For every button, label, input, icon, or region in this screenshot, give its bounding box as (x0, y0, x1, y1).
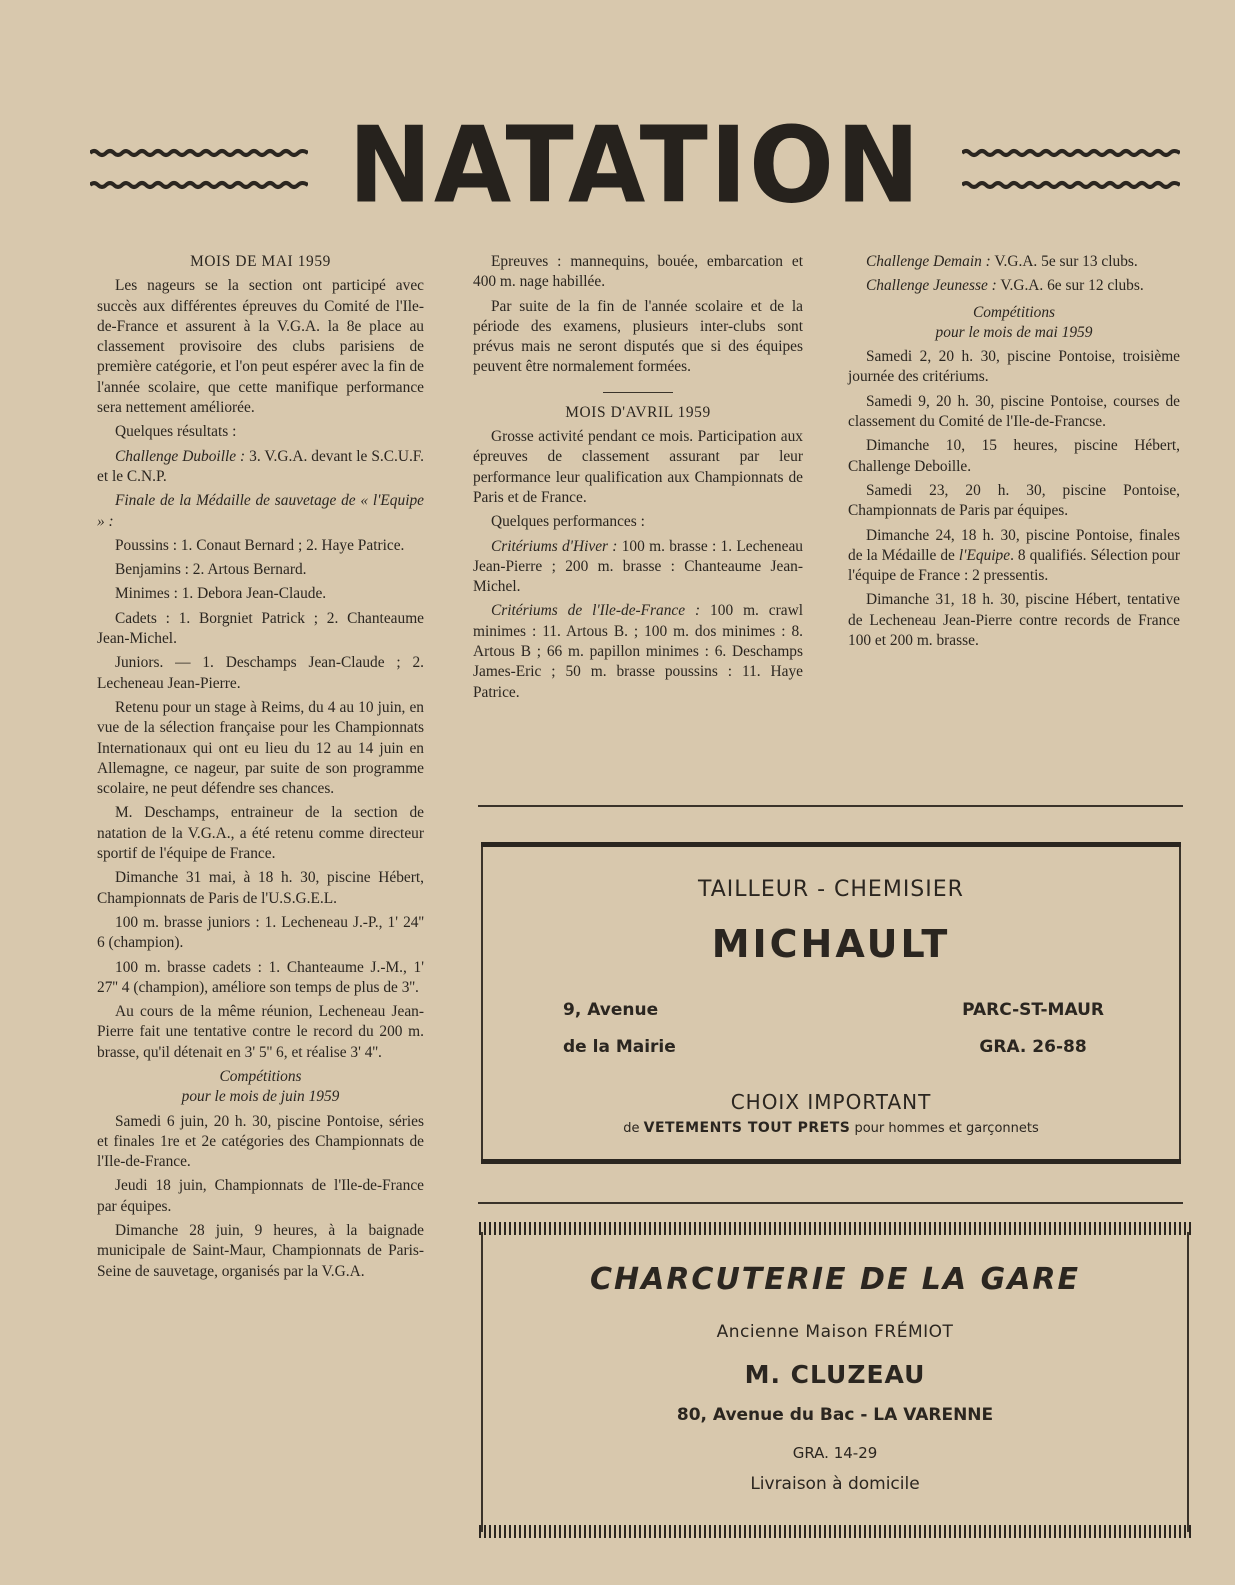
ad-phone: GRA. 14-29 (792, 1444, 878, 1462)
result-text: V.G.A. 6e sur 12 clubs. (996, 277, 1144, 295)
ad-choix: CHOIX IMPORTANT (730, 1090, 932, 1114)
paragraph: Les nageurs se la section ont participé avec succès aux différentes épreuves du Comité de l'Ile-de-France et assurent à la V.G.A. la 8e place au classement provisoire des clubs parisiens de première catégorie, et l'on peut espérer avec la fin de l'année scolaire, que cette manifique performance sera nettement améliorée. (97, 277, 424, 417)
paragraph: Poussins : 1. Conaut Bernard ; 2. Haye Patrice. (115, 536, 405, 554)
column-3 (848, 252, 1180, 655)
ad-michault (481, 842, 1181, 1164)
paragraph: Dimanche 10, 15 heures, piscine Hébert, Challenge Deboille. (848, 437, 1180, 475)
paragraph: Dimanche 31 mai, à 18 h. 30, piscine Hébert, Championnats de Paris de l'U.S.G.E.L. (97, 869, 424, 907)
subheading: Compétitions (972, 303, 1056, 321)
ad-vetements (483, 1120, 1179, 1136)
ad-border-top (479, 1222, 1191, 1235)
paragraph: 100 m. brasse juniors : 1. Lecheneau J.-P., 1' 24'' 6 (champion). (97, 913, 424, 952)
paragraph: Dimanche 31, 18 h. 30, piscine Hébert, tentative de Lecheneau Jean-Pierre contre records de France 100 et 200 m. brasse. (848, 591, 1180, 650)
paragraph (848, 276, 1180, 296)
section-heading-mai: MOIS DE MAI 1959 (190, 253, 331, 270)
result-text: 3. V.G.A. devant le S.C.U.F. et le C.N.P. (97, 447, 424, 485)
ad-phone: GRA. 26-88 (979, 1037, 1087, 1057)
paragraph: Cadets : 1. Borgniet Patrick ; 2. Chanteaume Jean-Michel. (97, 609, 424, 648)
paragraph: Au cours de la même réunion, Lecheneau Jean-Pierre fait une tentative contre le record du 200 m. brasse, qu'il détenait en 3' 5'' 6, et réalise 3' 4''. (97, 1003, 424, 1061)
paragraph: Samedi 23, 20 h. 30, piscine Pontoise, Championnats de Paris par équipes. (848, 481, 1180, 520)
paragraph: Samedi 2, 20 h. 30, piscine Pontoise, troisième journée des critériums. (848, 348, 1180, 386)
ad-city-phone (962, 992, 1104, 1066)
result-title: Critériums de l'Ile-de-France : (491, 602, 701, 620)
ad-address: 80, Avenue du Bac - LA VARENNE (676, 1405, 994, 1425)
paragraph: Samedi 9, 20 h. 30, piscine Pontoise, courses de classement du Comité de l'Ile-de-Francse. (848, 392, 1180, 431)
ad-address-line: de la Mairie (563, 1037, 676, 1057)
divider-rule (478, 805, 1183, 807)
text-segment: Dimanche 24, 18 h. 30, piscine Pontoise, finales de la Médaille de (848, 526, 1180, 564)
paragraph: Grosse activité pendant ce mois. Participation aux épreuves de classement assurant par leur performance leur qualification aux Championnats de Paris et de France. (473, 428, 803, 506)
paragraph: Minimes : 1. Debora Jean-Claude. (115, 585, 327, 603)
paragraph (473, 537, 803, 598)
paragraph: Benjamins : 2. Artous Bernard. (115, 561, 307, 579)
ad-address-line: 9, Avenue (563, 1000, 659, 1020)
paragraph: Epreuves : mannequins, bouée, embarcation et 400 m. nage habillée. (473, 253, 803, 291)
ad-charcuterie (481, 1232, 1189, 1532)
ad-address (563, 992, 676, 1066)
ad-owner: M. CLUZEAU (744, 1360, 926, 1389)
paragraph (97, 447, 424, 488)
paragraph: Quelques résultats : (115, 423, 237, 441)
paragraph (473, 601, 803, 702)
text-segment: de (623, 1121, 644, 1136)
paragraph: M. Deschamps, entraineur de la section de natation de la V.G.A., a été retenu comme directeur sportif de l'équipe de France. (97, 804, 424, 863)
text-segment: VETEMENTS TOUT PRETS (643, 1120, 851, 1136)
ad-border-top (481, 842, 1181, 847)
paragraph (848, 526, 1180, 587)
ad-brand: CHARCUTERIE DE LA GARE (589, 1262, 1081, 1297)
paragraph: Samedi 6 juin, 20 h. 30, piscine Pontoise, séries et finales 1re et 2e catégories des Championnats de l'Ile-de-France. (97, 1112, 424, 1171)
result-title: Critériums d'Hiver : (491, 537, 618, 555)
separator (603, 392, 673, 393)
result-title: Finale de la Médaille de sauvetage de « l'Equipe » : (97, 492, 424, 530)
page-title: NATATION (348, 104, 922, 227)
paragraph: 100 m. brasse cadets : 1. Chanteaume J.-M., 1' 27'' 4 (champion), améliore son temps de plus de 3''. (97, 958, 424, 996)
wavy-rule-right (962, 143, 1180, 193)
section-heading-avril: MOIS D'AVRIL 1959 (565, 403, 711, 421)
paragraph: Dimanche 28 juin, 9 heures, à la baignade municipale de Saint-Maur, Championnats de Paris-Seine de sauvetage, organisés par la V.G.A. (97, 1222, 424, 1280)
ad-kicker: TAILLEUR - CHEMISIER (698, 877, 964, 902)
divider-rule (478, 1202, 1183, 1204)
result-text: 100 m. crawl minimes : 11. Artous B. ; 100 m. dos minimes : 8. Artous B ; 66 m. papillon minimes : 6. Deschamps James-Eric ; 50 m. brasse poussins : 11. Haye Patrice. (473, 602, 803, 701)
header (90, 104, 1180, 227)
result-title: Challenge Duboille : (115, 447, 246, 465)
text-segment: pour hommes et garçonnets (850, 1121, 1039, 1136)
paragraph: Juniors. — 1. Deschamps Jean-Claude ; 2. Lecheneau Jean-Pierre. (97, 654, 424, 692)
paragraph (848, 252, 1180, 272)
ad-border-bottom (481, 1159, 1181, 1164)
ad-border-bottom (479, 1525, 1191, 1538)
result-title: Challenge Demain : (866, 253, 991, 270)
subheading: Compétitions (219, 1067, 302, 1085)
subheading: pour le mois de juin 1959 (181, 1088, 340, 1106)
paragraph: Par suite de la fin de l'année scolaire et de la période des examens, plusieurs inter-clubs sont prévus mais ne seront disputés que si des équipes peuvent être normalement formées. (473, 297, 803, 376)
column-1 (97, 252, 424, 1286)
paragraph: Quelques performances : (491, 513, 645, 531)
subheading: pour le mois de mai 1959 (935, 323, 1093, 341)
result-text: 100 m. brasse : 1. Lecheneau Jean-Pierre ; 200 m. brasse : Chanteaume Jean-Michel. (473, 537, 803, 596)
wavy-rule-left (90, 143, 308, 193)
ad-delivery: Livraison à domicile (750, 1474, 920, 1494)
ad-city: PARC-ST-MAUR (962, 1000, 1104, 1020)
paragraph: Retenu pour un stage à Reims, du 4 au 10 juin, en vue de la sélection française pour les Championnats Internationaux qui ont eu lieu du 12 au 14 juin en Allemagne, ce nageur, par suite de son programme scolaire, ne peut défendre ses chances. (97, 698, 424, 798)
ad-brand: MICHAULT (711, 922, 951, 966)
text-segment: . 8 qualifiés. Sélection pour l'équipe de France : 2 pressentis. (848, 546, 1180, 585)
ad-line: Ancienne Maison FRÉMIOT (716, 1322, 954, 1342)
result-text: V.G.A. 5e sur 13 clubs. (990, 253, 1138, 270)
result-title: Challenge Jeunesse : (866, 277, 997, 295)
text-segment: l'Equipe (958, 546, 1011, 564)
column-2 (473, 252, 803, 707)
paragraph: Jeudi 18 juin, Championnats de l'Ile-de-France par équipes. (97, 1177, 424, 1215)
